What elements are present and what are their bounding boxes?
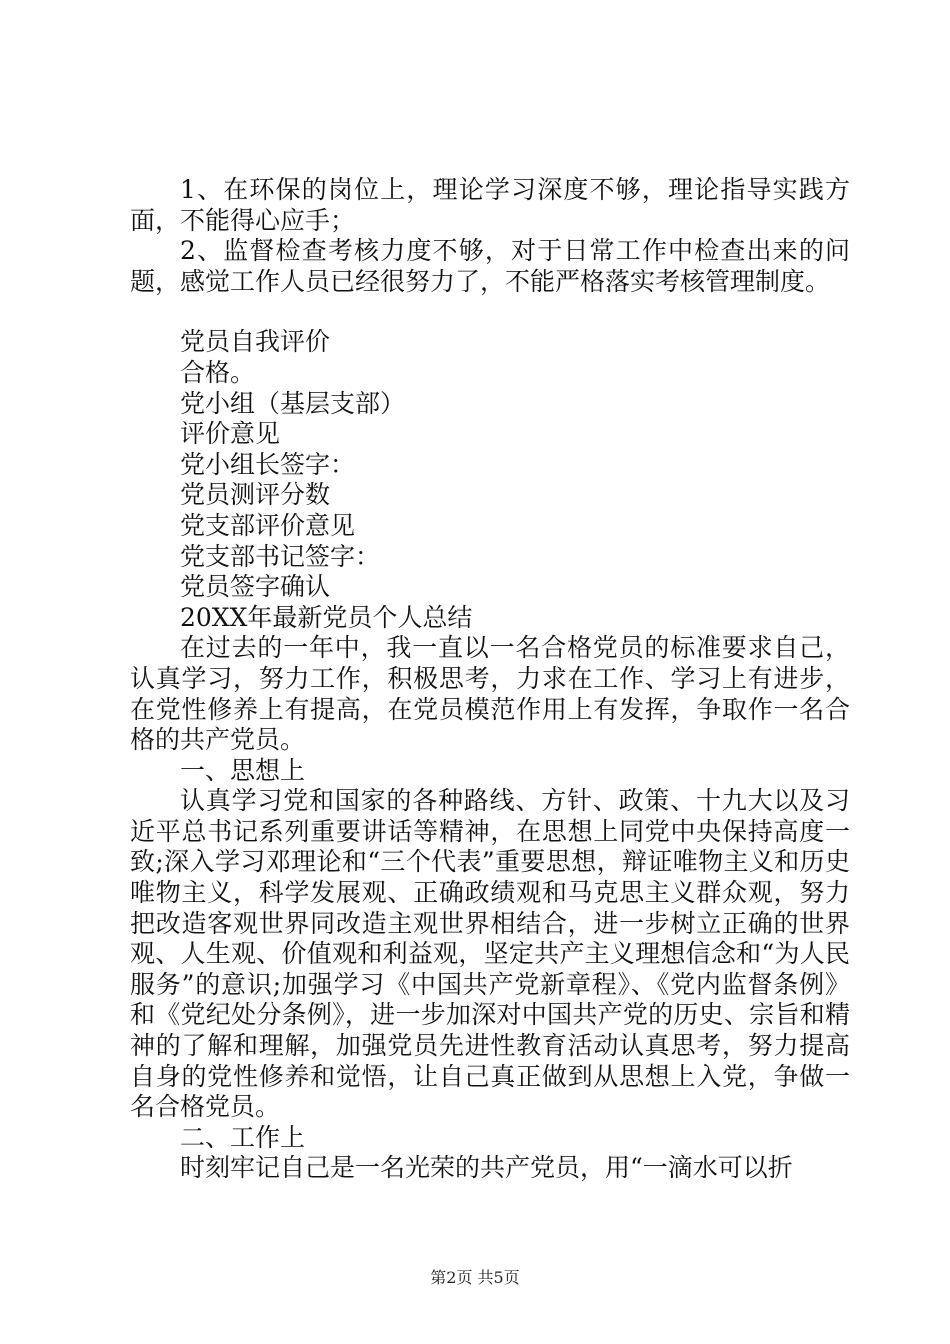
document-body <box>130 175 850 1184</box>
form-line: 党员签字确认 <box>180 572 331 602</box>
paragraph-3: 在过去的一年中，我一直以一名合格党员的标准要求自己，认真学习，努力工作，积极思考，力求在工作、学习上有进步，在党性修养上有提高，在党员模范作用上有发挥，争取作一名合格的共产党员。 <box>130 633 850 755</box>
heading-1: 一、思想上 <box>180 755 306 785</box>
paragraph-4: 认真学习党和国家的各种路线、方针、政策、十九大以及习近平总书记系列重要讲话等精神，在思想上同党中央保持高度一致;深入学习邓理论和“三个代表”重要思想，辩证唯物主义和历史唯物主义，科学发展观、正确政绩观和马克思主义群众观，努力把改造客观世界同改造主观世界相结合，进一步树立正确的世界观、人生观、价值观和利益观，坚定共产主义理想信念和“为人民服务”的意识;加强学习《中国共产党新章程》、《党内监督条例》和《党纪处分条例》，进一步加深对中国共产党的历史、宗旨和精神的了解和理解，加强党员先进性教育活动认真思考，努力提高自身的党性修养和觉悟，让自己真正做到从思想上入党，争做一名合格党员。 <box>130 786 850 1122</box>
paragraph-2: 2、监督检查考核力度不够，对于日常工作中检查出来的问题，感觉工作人员已经很努力了，不能严格落实考核管理制度。 <box>130 236 850 296</box>
section-title: 20XX年最新党员个人总结 <box>180 602 473 632</box>
page-number: 第2页 共5页 <box>430 1268 520 1287</box>
form-line: 党支部书记签字： <box>180 541 381 571</box>
form-line: 党支部评价意见 <box>180 510 356 540</box>
blank-line <box>130 297 850 327</box>
form-line: 党员测评分数 <box>180 480 331 510</box>
form-line: 合格。 <box>180 357 256 387</box>
form-line: 党小组长签字： <box>180 449 356 479</box>
paragraph-5: 时刻牢记自己是一名光荣的共产党员，用“一滴水可以折 <box>180 1153 793 1183</box>
form-line: 党员自我评价 <box>180 327 331 357</box>
form-line: 评价意见 <box>180 419 281 449</box>
form-line: 党小组（基层支部） <box>180 388 406 418</box>
paragraph-1: 1、在环保的岗位上，理论学习深度不够，理论指导实践方面，不能得心应手； <box>130 175 850 235</box>
heading-2: 二、工作上 <box>180 1122 306 1152</box>
